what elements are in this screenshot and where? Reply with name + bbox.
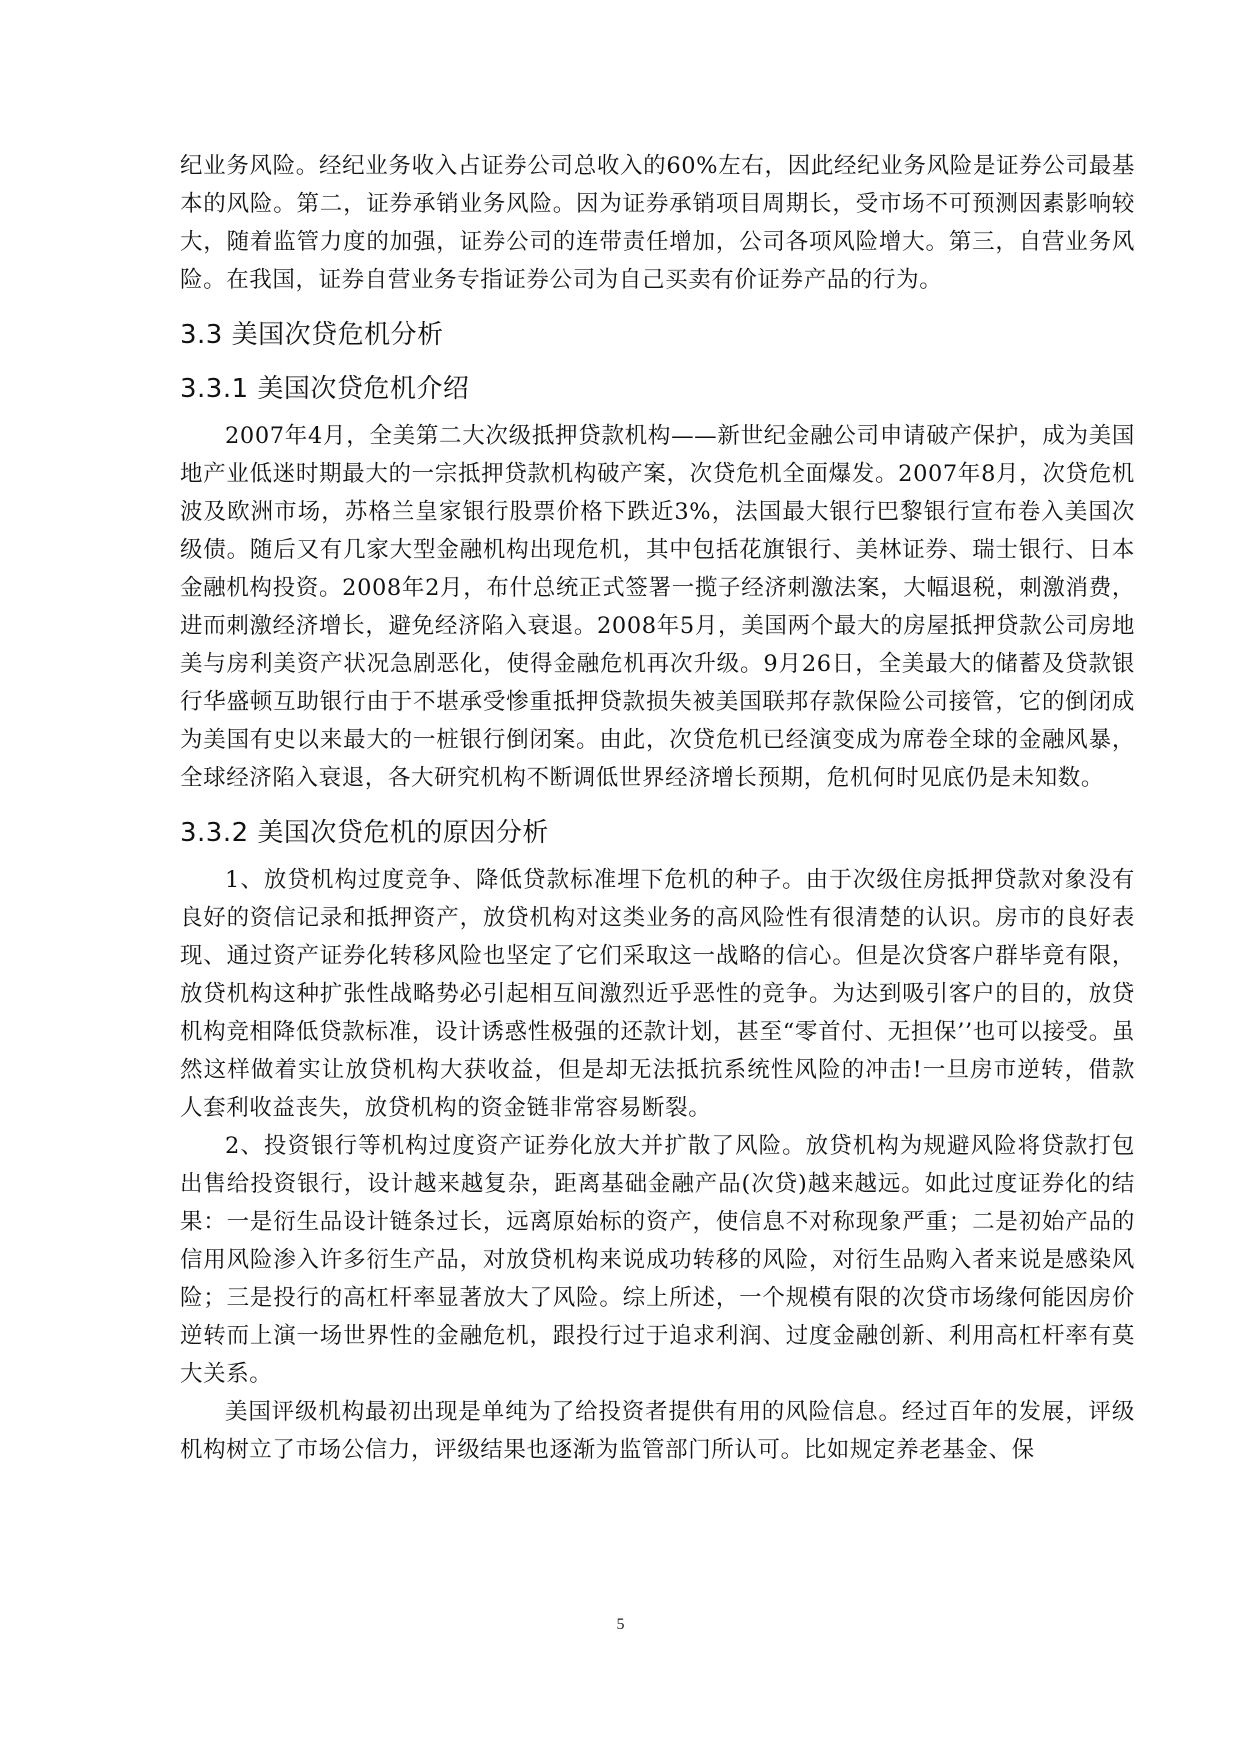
paragraph-cause-2: 2、投资银行等机构过度资产证券化放大并扩散了风险。放贷机构为规避风险将贷款打包出售给投资银行，设计越来越复杂，距离基础金融产品(次贷)越来越远。如此过度证券化的结果：一是衍生品设计链条过长，远离原始标的资产，使信息不对称现象严重；二是初始产品的信用风险渗入许多衍生产品，对放贷机构来说成功转移的风险，对衍生品购入者来说是感染风险；三是投行的高杠杆率显著放大了风险。综上所述，一个规模有限的次贷市场缘何能因房价逆转而上演一场世界性的金融危机，跟投行过于追求利润、过度金融创新、利用高杠杆率有莫大关系。	[180, 1133, 1135, 1387]
page-content	[180, 147, 1135, 1469]
paragraph-cause-1: 1、放贷机构过度竞争、降低贷款标准埋下危机的种子。由于次级住房抵押贷款对象没有良好的资信记录和抵押资产，放贷机构对这类业务的高风险性有很清楚的认识。房市的良好表现、通过资产证券化转移风险也坚定了它们采取这一战略的信心。但是次贷客户群毕竟有限，放贷机构这种扩张性战略势必引起相互间激烈近乎恶性的竞争。为达到吸引客户的目的，放贷机构竞相降低贷款标准，设计诱惑性极强的还款计划，甚至“零首付、无担保’’也可以接受。虽然这样做着实让放贷机构大获收益，但是却无法抵抗系统性风险的冲击!一旦房市逆转，借款人套利收益丧失，放贷机构的资金链非常容易断裂。	[180, 867, 1135, 1121]
continuation-paragraph: 纪业务风险。经纪业务收入占证券公司总收入的60%左右，因此经纪业务风险是证券公司最基本的风险。第二，证券承销业务风险。因为证券承销项目周期长，受市场不可预测因素影响较大，随着监管力度的加强，证券公司的连带责任增加，公司各项风险增大。第三，自营业务风险。在我国，证券自营业务专指证券公司为自己买卖有价证券产品的行为。	[180, 153, 1135, 293]
page-number: 5	[616, 1616, 625, 1633]
subsection-heading-3-3-1: 3.3.1 美国次贷危机介绍	[180, 374, 470, 404]
paragraph-rating-agencies: 美国评级机构最初出现是单纯为了给投资者提供有用的风险信息。经过百年的发展，评级机构树立了市场公信力，评级结果也逐渐为监管部门所认可。比如规定养老基金、保	[180, 1399, 1135, 1463]
subsection-heading-3-3-2: 3.3.2 美国次贷危机的原因分析	[180, 818, 549, 848]
paragraph-subprime-intro: 2007年4月，全美第二大次级抵押贷款机构——新世纪金融公司申请破产保护，成为美国地产业低迷时期最大的一宗抵押贷款机构破产案，次贷危机全面爆发。2007年8月，次贷危机波及欧洲市场，苏格兰皇家银行股票价格下跌近3%，法国最大银行巴黎银行宣布卷入美国次级债。随后又有几家大型金融机构出现危机，其中包括花旗银行、美林证券、瑞士银行、日本金融机构投资。2008年2月，布什总统正式签署一揽子经济刺激法案，大幅退税，刺激消费，进而刺激经济增长，避免经济陷入衰退。2008年5月，美国两个最大的房屋抵押贷款公司房地美与房利美资产状况急剧恶化，使得金融危机再次升级。9月26日，全美最大的储蓄及贷款银行华盛顿互助银行由于不堪承受惨重抵押贷款损失被美国联邦存款保险公司接管，它的倒闭成为美国有史以来最大的一桩银行倒闭案。由此，次贷危机已经演变成为席卷全球的金融风暴，全球经济陷入衰退，各大研究机构不断调低世界经济增长预期，危机何时见底仍是未知数。	[180, 423, 1135, 791]
section-heading-3-3: 3.3 美国次贷危机分析	[180, 320, 444, 350]
